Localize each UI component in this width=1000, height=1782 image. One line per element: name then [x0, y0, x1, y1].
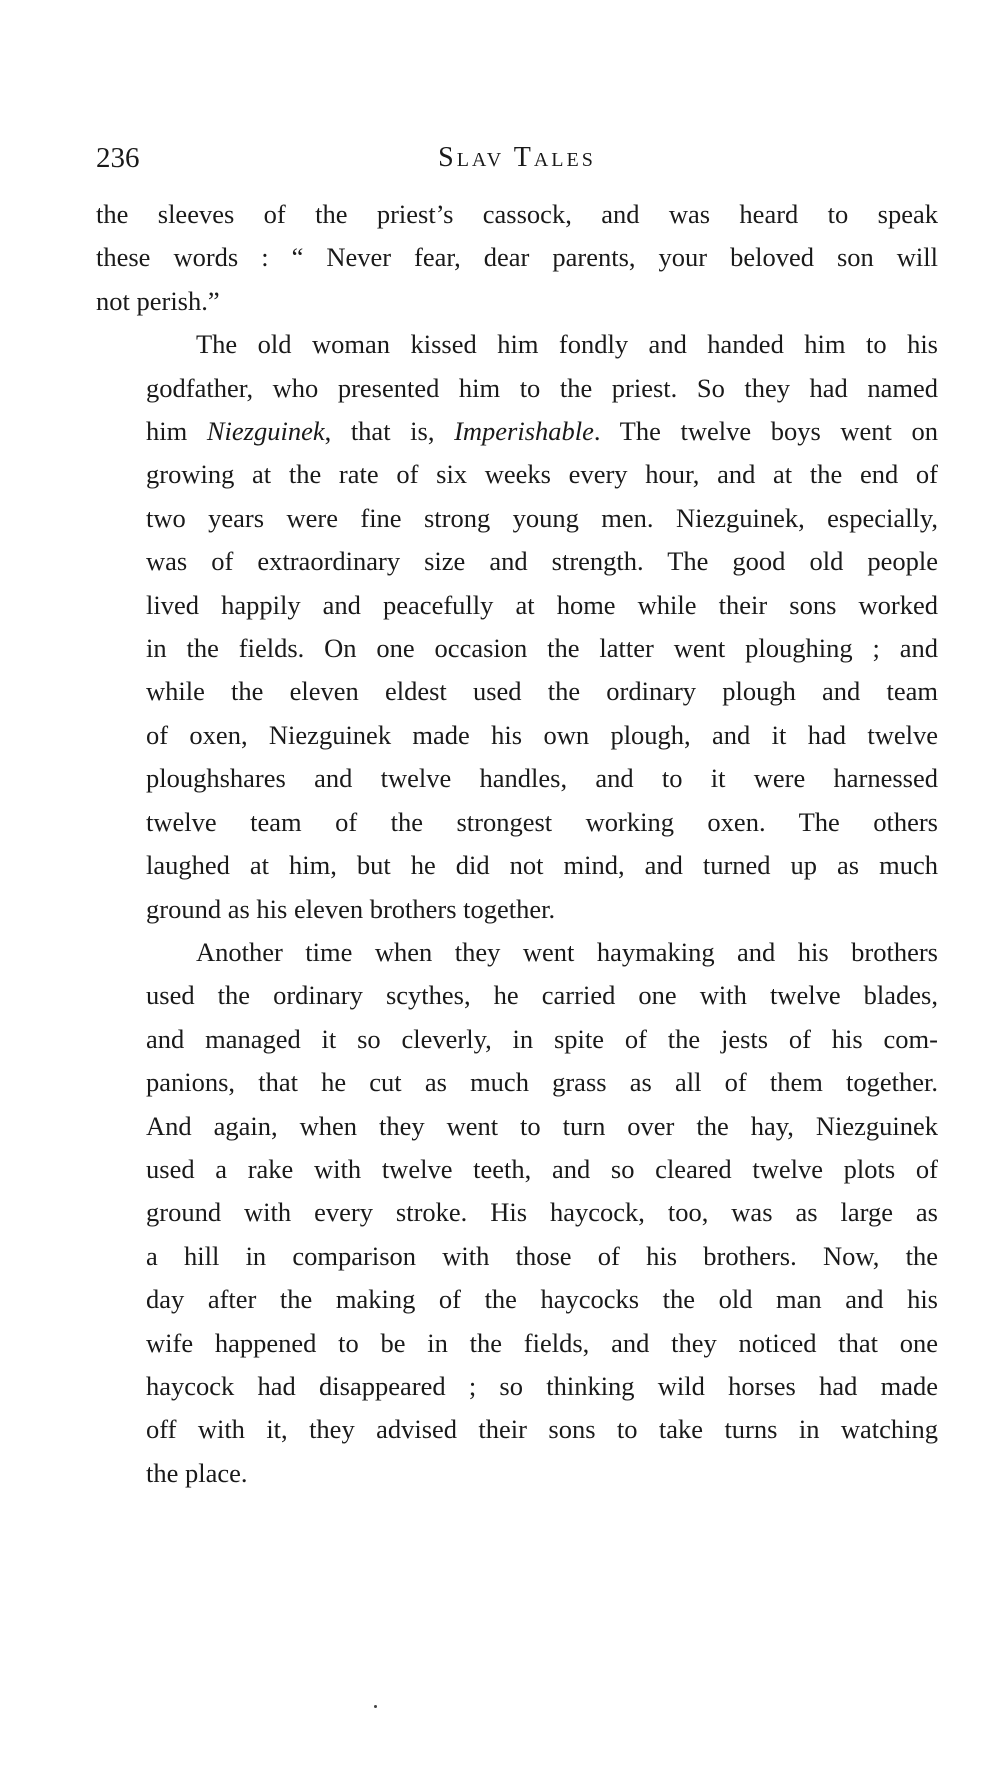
text-line: And again, when they went to turn over the hay, Niezguinek	[146, 1110, 938, 1141]
text-line: the sleeves of the priest’s cassock, and was heard to speak	[96, 199, 938, 229]
text-line: used the ordinary scythes, he carried one with twelve blades,	[146, 980, 938, 1011]
text-line: haycock had disappeared ; so thinking wild horses had made	[146, 1370, 938, 1401]
text-line: laughed at him, but he did not mind, and turned up as much	[146, 850, 938, 881]
text-line: The old woman kissed him fondly and handed him to his	[196, 329, 938, 360]
text-line: while the eleven eldest used the ordinary plough and team	[146, 676, 938, 707]
paragraph-1	[96, 193, 938, 323]
paper-speck	[374, 1705, 377, 1708]
text-line: these words : “ Never fear, dear parents, your beloved son will	[96, 242, 938, 273]
text-line: Another time when they went haymaking and his brothers	[196, 936, 938, 967]
text-line: in the fields. On one occasion the latter went ploughing ; and	[146, 633, 938, 664]
text-line: used a rake with twelve teeth, and so cleared twelve plots of	[146, 1153, 938, 1184]
text-line: twelve team of the strongest working oxen. The others	[146, 806, 938, 837]
text-line: and managed it so cleverly, in spite of the jests of his com-	[146, 1023, 938, 1054]
text-line: day after the making of the haycocks the old man and his	[146, 1284, 938, 1315]
text-line: off with it, they advised their sons to take turns in watching	[146, 1414, 938, 1445]
italic-name: Niezguinek	[206, 416, 325, 447]
text-line: the place.	[146, 1457, 248, 1488]
text-line: ground as his eleven brothers together.	[146, 893, 556, 924]
text-line: panions, that he cut as much grass as all of them together.	[146, 1067, 938, 1098]
running-head	[96, 138, 938, 178]
text-line: a hill in comparison with those of his brothers. Now, the	[146, 1240, 938, 1271]
paragraph-2	[96, 323, 938, 931]
text-line: of oxen, Niezguinek made his own plough, and it had twelve	[146, 719, 938, 750]
text-line: growing at the rate of six weeks every hour, and at the end of	[146, 459, 938, 490]
body-text	[96, 193, 938, 1495]
text-line: was of extraordinary size and strength. The good old people	[146, 546, 938, 577]
text-line: godfather, who presented him to the priest. So they had named	[146, 372, 938, 403]
text-line: lived happily and peacefully at home while their sons worked	[146, 589, 938, 620]
text-line-with-italics: him Niezguinek, that is, Imperishable. The twelve boys went on	[146, 416, 938, 447]
text-line: two years were fine strong young men. Niezguinek, especially,	[146, 502, 938, 533]
text-line: ploughshares and twelve handles, and to it were harnessed	[146, 763, 938, 794]
text-line: not perish.”	[96, 285, 220, 316]
text-line: wife happened to be in the fields, and they noticed that one	[146, 1327, 938, 1358]
italic-meaning: Imperishable	[454, 416, 594, 447]
page-number: 236	[96, 142, 140, 174]
paragraph-3	[96, 931, 938, 1495]
running-title: Slav Tales	[438, 142, 596, 173]
text-line: ground with every stroke. His haycock, too, was as large as	[146, 1197, 938, 1228]
